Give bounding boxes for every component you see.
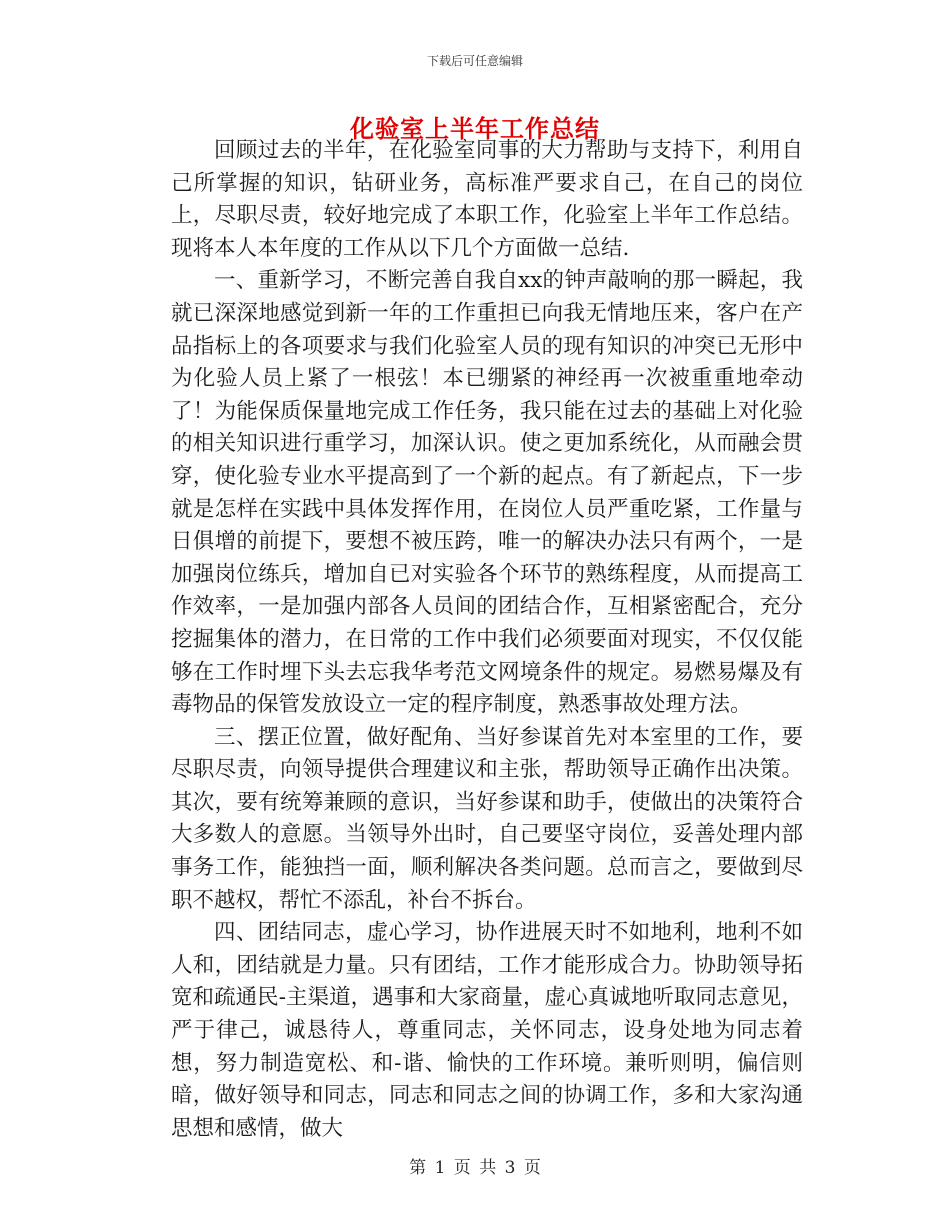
paragraph-section-4: 四、团结同志，虚心学习，协作进展天时不如地利，地利不如人和，团结就是力量。只有团结，工作才能形成合力。协助领导拓宽和疏通民-主渠道，遇事和大家商量，虚心真诚地听取同志意见，严于律己，诚恳待人，尊重同志，关怀同志，设身处地为同志着想，努力制造宽松、和-谐、愉快的工作环境。兼听则明，偏信则暗，做好领导和同志，同志和同志之间的协调工作，多和大家沟通思想和感情，做大: [171, 920, 803, 1141]
header-note: 下载后可任意编辑: [426, 54, 523, 68]
document-title: 化验室上半年工作总结: [350, 114, 600, 143]
paragraph-section-3: 三、摆正位置，做好配角、当好参谋首先对本室里的工作，要尽职尽责，向领导提供合理建议和主张，帮助领导正确作出决策。其次，要有统筹兼顾的意识，当好参谋和助手，使做出的决策符合大多数人的意愿。当领导外出时，自己要坚守岗位，妥善处理内部事务工作，能独挡一面，顺利解决各类问题。总而言之，要做到尽职不越权，帮忙不添乱，补台不拆台。: [171, 724, 803, 913]
paragraph-section-1: 一、重新学习，不断完善自我自xx的钟声敲响的那一瞬起，我就已深深地感觉到新一年的工作重担已向我无情地压来，客户在产品指标上的各项要求与我们化验室人员的现有知识的冲突已无形中为化验人员上紧了一根弦！本已绷紧的神经再一次被重重地牵动了！为能保质保量地完成工作任务，我只能在过去的基础上对化验的相关知识进行重学习，加深认识。使之更加系统化，从而融会贯穿，使化验专业水平提高到了一个新的起点。有了新起点，下一步就是怎样在实践中具体发挥作用，在岗位人员严重吃紧，工作量与日俱增的前提下，要想不被压跨，唯一的解决办法只有两个，一是加强岗位练兵，增加自已对实验各个环节的熟练程度，从而提高工作效率，一是加强内部各人员间的团结合作，互相紧密配合，充分挖掘集体的潜力，在日常的工作中我们必须要面对现实，不仅仅能够在工作时埋下头去忘我华考范文网境条件的规定。易燃易爆及有毒物品的保管发放设立一定的程序制度，熟悉事故处理方法。: [171, 268, 803, 718]
page-footer: 第 1 页 共 3 页: [409, 1158, 541, 1178]
document-body: [171, 135, 803, 1145]
paragraph-intro: 回顾过去的半年，在化验室同事的大力帮助与支持下，利用自己所掌握的知识，钻研业务，高标准严要求自己，在自己的岗位上，尽职尽责，较好地完成了本职工作，化验室上半年工作总结。现将本人本年度的工作从以下几个方面做一总结.: [171, 138, 803, 261]
